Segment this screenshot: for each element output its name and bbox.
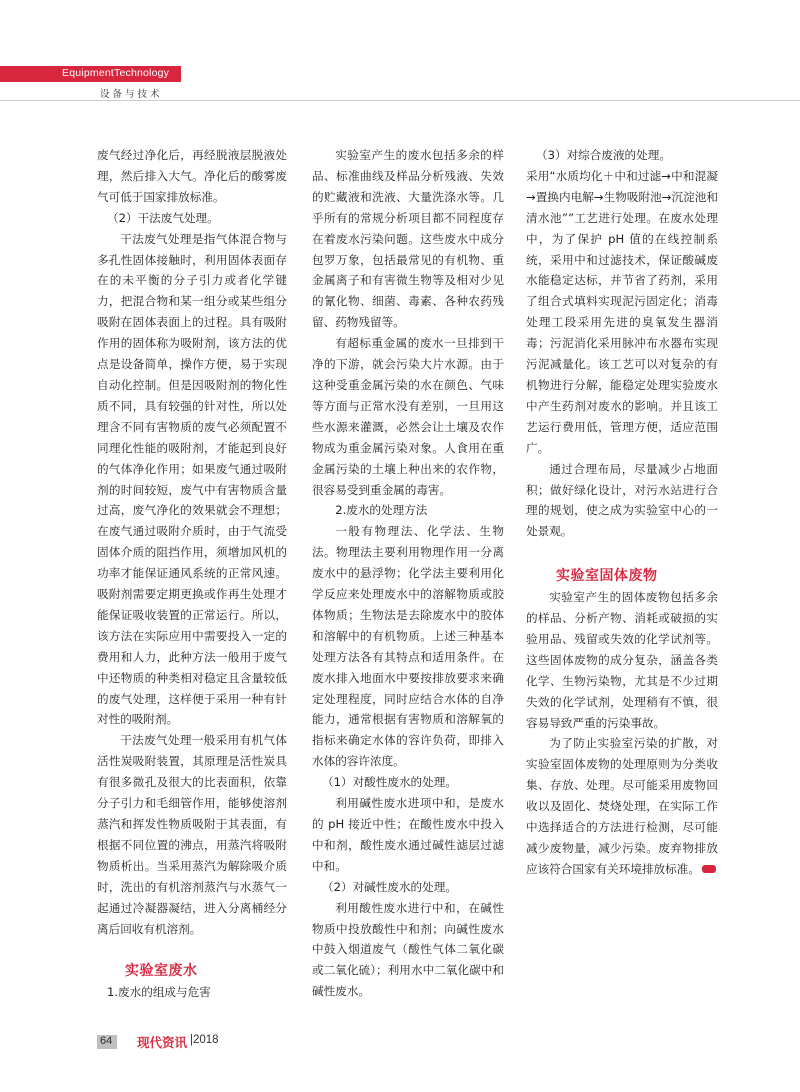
paragraph: 干法废气处理一般采用有机气体活性炭吸附装置，其原理是活性炭具有很多微孔及很大的比表面积，依靠分子引力和毛细管作用，能够使溶剂蒸汽和挥发性物质吸附于其表面，有根据不同位置的沸点，用蒸汽将吸附物质析出。当采用蒸汽为解除吸介质时，洗出的有机溶剂蒸汽与水蒸气一起通过冷凝器凝结，进入分离桶经分离后回收有机溶剂。	[97, 733, 287, 936]
page-number: 64	[100, 1035, 113, 1047]
paragraph: 一般有物理法、化学法、生物法。物理法主要利用物理作用一分离废水中的悬浮物；化学法主要利用化学反应来处理废水中的溶解物质或胶体物质；生物法是去除废水中的胶体和溶解中的有机物质。上述三种基本处理方法各有其特点和适用条件。在废水排入地面水中要按排放要求来确定处理程度，同时应结合水体的自净能力，通常根据有害物质和溶解氧的指标来确定水体的容许负荷，即排入水体的容许浓度。	[312, 524, 504, 769]
column-1	[97, 145, 287, 1003]
column-2	[312, 145, 504, 1002]
paragraph	[526, 733, 718, 879]
paragraph-text: 为了防止实验室污染的扩散，对实验室固体废物的处理原则为分类收集、存放、处理。尽可能采用废物回收以及固化、焚烧处理，在实际工作中选择适合的方法进行检测，尽可能减少废物量，减少污染。废弃物排放应该符合国家有关环境排放标准。	[526, 736, 718, 876]
paragraph: （2）对碱性废水的处理。	[322, 879, 457, 894]
paragraph: 通过合理布局，尽量减少占地面积；做好绿化设计，对污水站进行合理的规划，使之成为实验室中心的一处景观。	[526, 461, 718, 539]
paragraph: 利用碱性废水进项中和，是废水的 pH 接近中性；在酸性废水中投入中和剂，酸性废水通过碱性滤层过滤中和。	[312, 796, 504, 873]
end-mark-icon	[702, 865, 716, 873]
paragraph: 实验室产生的固体废物包括多余的样品、分析产物、消耗或破损的实验用品、残留或失效的化学试剂等。这些固体废物的成分复杂，涵盖各类化学、生物污染物，尤其是不少过期失效的化学试剂，处理稍有不慎，很容易导致严重的污染事故。	[526, 590, 718, 730]
paragraph: 有超标重金属的废水一旦排到干净的下游，就会污染大片水源。由于这种受重金属污染的水在颜色、气味等方面与正常水没有差别，一旦用这些水源来灌溉，必然会让土壤及农作物成为重金属污染对象。人食用在重金属污染的土壤上种出来的农作物，很容易受到重金属的毒害。	[312, 336, 504, 497]
section-heading-wastewater: 实验室废水	[125, 963, 198, 980]
paragraph: （3）对综合废液的处理。	[536, 148, 671, 162]
header-divider	[0, 100, 800, 101]
issue-year: |2018	[190, 1034, 219, 1046]
subsection-heading: 2.废水的处理方法	[335, 503, 428, 518]
header-chinese-title: 设备与技术	[100, 89, 163, 100]
column-3	[526, 145, 718, 880]
paragraph: 干法废气处理是指气体混合物与多孔性固体接触时，利用固体表面存在的未平衡的分子引力或者化学键力，把混合物和某一组分或某些组分吸附在固体表面上的过程。具有吸附作用的固体称为吸附剂，该方法的优点是设备简单，操作方便，易于实现自动化控制。但是因吸附剂的物化性质不同，具有较强的针对性，所以处理含不同有害物质的废气必须配置不同理化性能的吸附剂，才能起到良好的气体净化作用；如果废气通过吸附剂的时间较短，废气中有害物质含量过高，废气净化的效果就会不理想；在废气通过吸附介质时，由于气流受固体介质的阻挡作用，须增加风机的功率才能保证通风系统的正常风速。吸附剂需要定期更换或作再生处理才能保证吸收装置的正常运行。所以，该方法在实际应用中需要投入一定的费用和人力，此种方法一般用于废气中还物质的种类相对稳定且含量较低的废气处理，这样便于采用一种有针对性的吸附剂。	[97, 231, 287, 727]
header-english-title: EquipmentTechnology	[62, 67, 170, 79]
paragraph: 利用酸性废水进行中和，在碱性物质中投放酸性中和剂；向碱性废水中鼓入烟道废气（酸性气体二氧化碳或二氧化硫）；利用水中二氧化碳中和碱性废水。	[312, 900, 504, 999]
paragraph: 废气经过净化后，再经脱液层脱液处理，然后排入大气。净化后的酸雾废气可低于国家排放标准。	[97, 148, 287, 204]
paragraph: 采用“水质均化＋中和过滤→中和混凝→置换内电解→生物吸附池→沉淀池和清水池””工艺进行处理。在废水处理中，为了保护 pH 值的在线控制系统，采用中和过滤技术，保证酸碱废水能稳定达标，并节省了药剂，采用了组合式填料实现泥污固定化；消毒处理工段采用先进的臭氧发生器消毒；污泥消化采用脉冲布水器布实现污泥减量化。该工艺可以对复杂的有机物进行分解，能稳定处理实验废水中产生药剂对废水的影响。并且该工艺运行费用低，管理方便，适应范围广。	[526, 168, 718, 455]
section-heading-solid-waste: 实验室固体废物	[556, 568, 658, 585]
paragraph: （2）干法废气处理。	[107, 210, 219, 225]
magazine-name: 现代资讯	[137, 1035, 188, 1050]
paragraph: 实验室产生的废水包括多余的样品、标准曲线及样品分析残液、失效的贮藏液和洗液、大量洗涤水等。几乎所有的常规分析项目都不同程度存在着废水污染问题。这些废水中成分包罗万象，包括最常见的有机物、重金属离子和有害微生物等及相对少见的氰化物、细菌、毒素、各种农药残留、药物残留等。	[312, 148, 504, 330]
paragraph: （1）对酸性废水的处理。	[322, 775, 457, 790]
subsection-heading: 1.废水的组成与危害	[107, 985, 211, 1000]
